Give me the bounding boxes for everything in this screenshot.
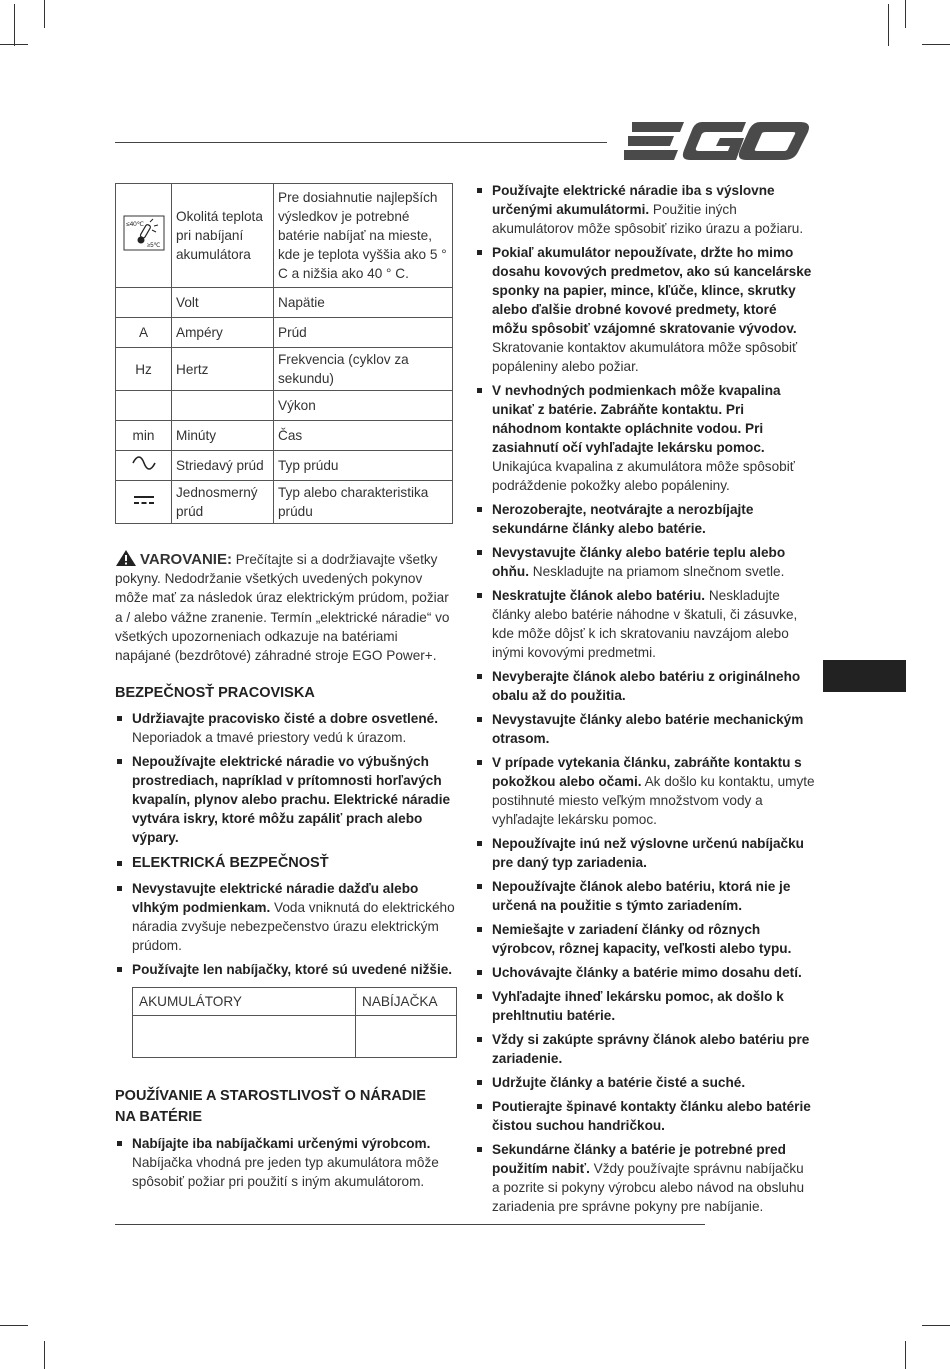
warning-paragraph xyxy=(115,549,450,665)
list-item: V nevhodných podmienkach môže kvapalina unikať z batérie. Zabráňte kontaktu. Pri náhodnom kontakte opláchnite vodou. Pri zasiahnutí očí vyhľadajte lekársku pomoc. Unikajúca kvapalina z akumulátora môže spôsobiť podráždenie pokožky alebo popáleniny. xyxy=(475,381,815,495)
list-item: Nepoužívajte inú než výslovne určenú nabíjačku pre daný typ zariadenia. xyxy=(475,834,815,872)
list-item: Sekundárne články a batérie je potrebné pred použitím nabiť. Vždy používajte správnu nabíjačku a pozrite si pokyny výrobcu alebo návod na obsluhu zariadenia pre správne pokyny pre nabíjanie. xyxy=(475,1140,815,1216)
table-row xyxy=(116,481,453,524)
symbol-cell: min xyxy=(116,421,172,451)
list-item: Vyhľadajte ihneď lekársku pomoc, ak došlo k prehltnutiu batérie. xyxy=(475,987,815,1025)
crop-mark xyxy=(44,1341,45,1369)
term-cell xyxy=(172,391,274,421)
charger-cell xyxy=(356,1016,457,1058)
list-item: Nevyberajte článok alebo batériu z originálneho obalu až do použitia. xyxy=(475,667,815,705)
description-cell: Napätie xyxy=(274,288,453,318)
workplace-safety-list xyxy=(115,709,457,852)
list-item: Nepoužívajte článok alebo batériu, ktorá nie je určená na použitie s týmto zariadením. xyxy=(475,877,815,915)
column-header-charger: NABÍJAČKA xyxy=(356,988,457,1016)
symbol-cell: Hz xyxy=(116,348,172,391)
term-cell: Jednosmerný prúd xyxy=(172,481,274,524)
section-title-workplace-safety: BEZPEČNOSŤ PRACOVISKA xyxy=(115,685,315,701)
list-item: Poutierajte špinavé kontakty článku alebo batérie čistou suchou handričkou. xyxy=(475,1097,815,1135)
direct-current-icon xyxy=(132,493,156,507)
list-item: Nemiešajte v zariadení články od rôznych výrobcov, rôznej kapacity, veľkosti alebo typu. xyxy=(475,920,815,958)
list-item: Používajte elektrické náradie iba s výslovne určenými akumulátormi. Použitie iných akumulátorov môže spôsobiť riziko úrazu a požiaru. xyxy=(475,181,815,238)
table-header-row xyxy=(133,988,457,1016)
crop-mark xyxy=(905,0,906,28)
list-item: Uchovávajte články a batérie mimo dosahu detí. xyxy=(475,963,815,982)
crop-mark xyxy=(922,44,950,45)
section-title-electrical-safety: ELEKTRICKÁ BEZPEČNOSŤ xyxy=(115,853,329,874)
warning-text: Prečítajte si a dodržiavajte všetky pokyny. Nedodržanie všetkých uvedených pokynov môže mať za následok úraz elektrickým prúdom, požiar a / alebo vážne zranenie. Termín „elektrické náradie“ vo všetkých upozorneniach odkazuje na batériami napájané (bezdrôtové) záhradné stroje EGO Power+. xyxy=(115,552,450,664)
crop-mark xyxy=(0,1325,28,1326)
crop-mark xyxy=(922,1325,950,1326)
right-column-list xyxy=(475,181,815,1221)
list-item: Nevystavujte elektrické náradie dažďu alebo vlhkým podmienkam. Voda vniknutá do elektrického náradia zvyšuje nebezpečenstvo úrazu elektrickým prúdom. xyxy=(115,879,457,955)
term-cell: Okolitá teplota pri nabíjaní akumulátora xyxy=(172,184,274,288)
svg-text:≥5℃: ≥5℃ xyxy=(146,243,160,249)
description-cell: Frekvencia (cyklov za sekundu) xyxy=(274,348,453,391)
description-cell: Typ prúdu xyxy=(274,451,453,481)
symbol-cell xyxy=(116,391,172,421)
list-item: V prípade vytekania článku, zabráňte kontaktu s pokožkou alebo očami. Ak došlo ku kontaktu, umyte postihnuté miesto veľkým množstvom vody a vyhľadajte lekársku pomoc. xyxy=(475,753,815,829)
list-item: Nepoužívajte elektrické náradie vo výbušných prostrediach, napríklad v prítomnosti horľavých kvapalín, plynov alebo prachu. Elektrické náradie vytvára iskry, ktoré môžu zapáliť prach alebo výpary. xyxy=(115,752,457,847)
crop-mark xyxy=(44,0,45,28)
battery-tool-use-list xyxy=(115,1134,457,1196)
charging-temperature-icon xyxy=(122,214,166,252)
list-item: Vždy si zakúpte správny článok alebo batériu pre zariadenie. xyxy=(475,1030,815,1068)
term-cell: Minúty xyxy=(172,421,274,451)
description-cell: Typ alebo charakteristika prúdu xyxy=(274,481,453,524)
symbol-cell xyxy=(116,184,172,288)
crop-mark xyxy=(888,4,889,46)
list-item: Pokiaľ akumulátor nepoužívate, držte ho mimo dosahu kovových predmetov, ako sú kancelárske sponky na papier, mince, kľúče, klince, skrutky alebo ďalšie drobné kovové predmety, ktoré môžu spôsobiť vzájomné skratovanie vývodov. Skratovanie kontaktov akumulátora môže spôsobiť popáleniny alebo požiar. xyxy=(475,243,815,376)
section-title-battery-tool-use: POUŽÍVANIE A STAROSTLIVOSŤ O NÁRADIE NA BATÉRIE xyxy=(115,1088,426,1125)
term-cell: Hertz xyxy=(172,348,274,391)
list-item: Nevystavujte články alebo batérie teplu alebo ohňu. Neskladujte na priamom slnečnom svetle. xyxy=(475,543,815,581)
table-row xyxy=(116,451,453,481)
list-item: Používajte len nabíjačky, ktoré sú uvedené nižšie. xyxy=(115,960,457,979)
description-cell: Pre dosiahnutie najlepších výsledkov je potrebné batérie nabíjať na mieste, kde je teplota vyššia ako 5 ° C a nižšia ako 40 ° C. xyxy=(274,184,453,288)
term-cell: Volt xyxy=(172,288,274,318)
symbol-cell: A xyxy=(116,318,172,348)
term-cell: Ampéry xyxy=(172,318,274,348)
alternating-current-icon xyxy=(131,456,157,470)
description-cell: Prúd xyxy=(274,318,453,348)
symbol-cell xyxy=(116,481,172,524)
warning-label: VAROVANIE: xyxy=(140,551,232,568)
column-header-batteries: AKUMULÁTORY xyxy=(133,988,356,1016)
crop-mark xyxy=(905,1341,906,1369)
table-row xyxy=(116,421,453,451)
table-row xyxy=(133,1016,457,1058)
symbol-table xyxy=(115,183,453,524)
description-cell: Čas xyxy=(274,421,453,451)
footer-rule xyxy=(115,1224,705,1225)
table-row xyxy=(116,184,453,288)
svg-text:≤40℃: ≤40℃ xyxy=(125,221,144,228)
table-row xyxy=(116,391,453,421)
table-row xyxy=(116,348,453,391)
language-tab-marker xyxy=(823,660,906,692)
list-item: Nabíjajte iba nabíjačkami určenými výrobcom. Nabíjačka vhodná pre jeden typ akumulátora môže spôsobiť požiar pri použití s iným akumulátorom. xyxy=(115,1134,457,1191)
symbol-cell xyxy=(116,288,172,318)
list-item: Udržiavajte pracovisko čisté a dobre osvetlené. Neporiadok a tmavé priestory vedú k úrazom. xyxy=(115,709,457,747)
crop-mark xyxy=(14,4,15,46)
ego-logo xyxy=(622,120,810,164)
electrical-safety-list xyxy=(115,879,457,984)
battery-charger-table xyxy=(132,987,457,1058)
list-item: Nevystavujte články alebo batérie mechanickým otrasom. xyxy=(475,710,815,748)
warning-triangle-icon xyxy=(115,549,137,567)
symbol-cell xyxy=(116,451,172,481)
description-cell: Výkon xyxy=(274,391,453,421)
term-cell: Striedavý prúd xyxy=(172,451,274,481)
list-item: Nerozoberajte, neotvárajte a nerozbíjajte sekundárne články alebo batérie. xyxy=(475,500,815,538)
list-item: Neskratujte článok alebo batériu. Neskladujte články alebo batérie náhodne v škatuli, či zásuvke, kde môže dôjsť k ich skratovaniu navzájom alebo inými kovovými predmetmi. xyxy=(475,586,815,662)
table-row xyxy=(116,318,453,348)
list-item: Udržujte články a batérie čisté a suché. xyxy=(475,1073,815,1092)
battery-cell xyxy=(133,1016,356,1058)
header-rule xyxy=(115,142,607,143)
table-row xyxy=(116,288,453,318)
